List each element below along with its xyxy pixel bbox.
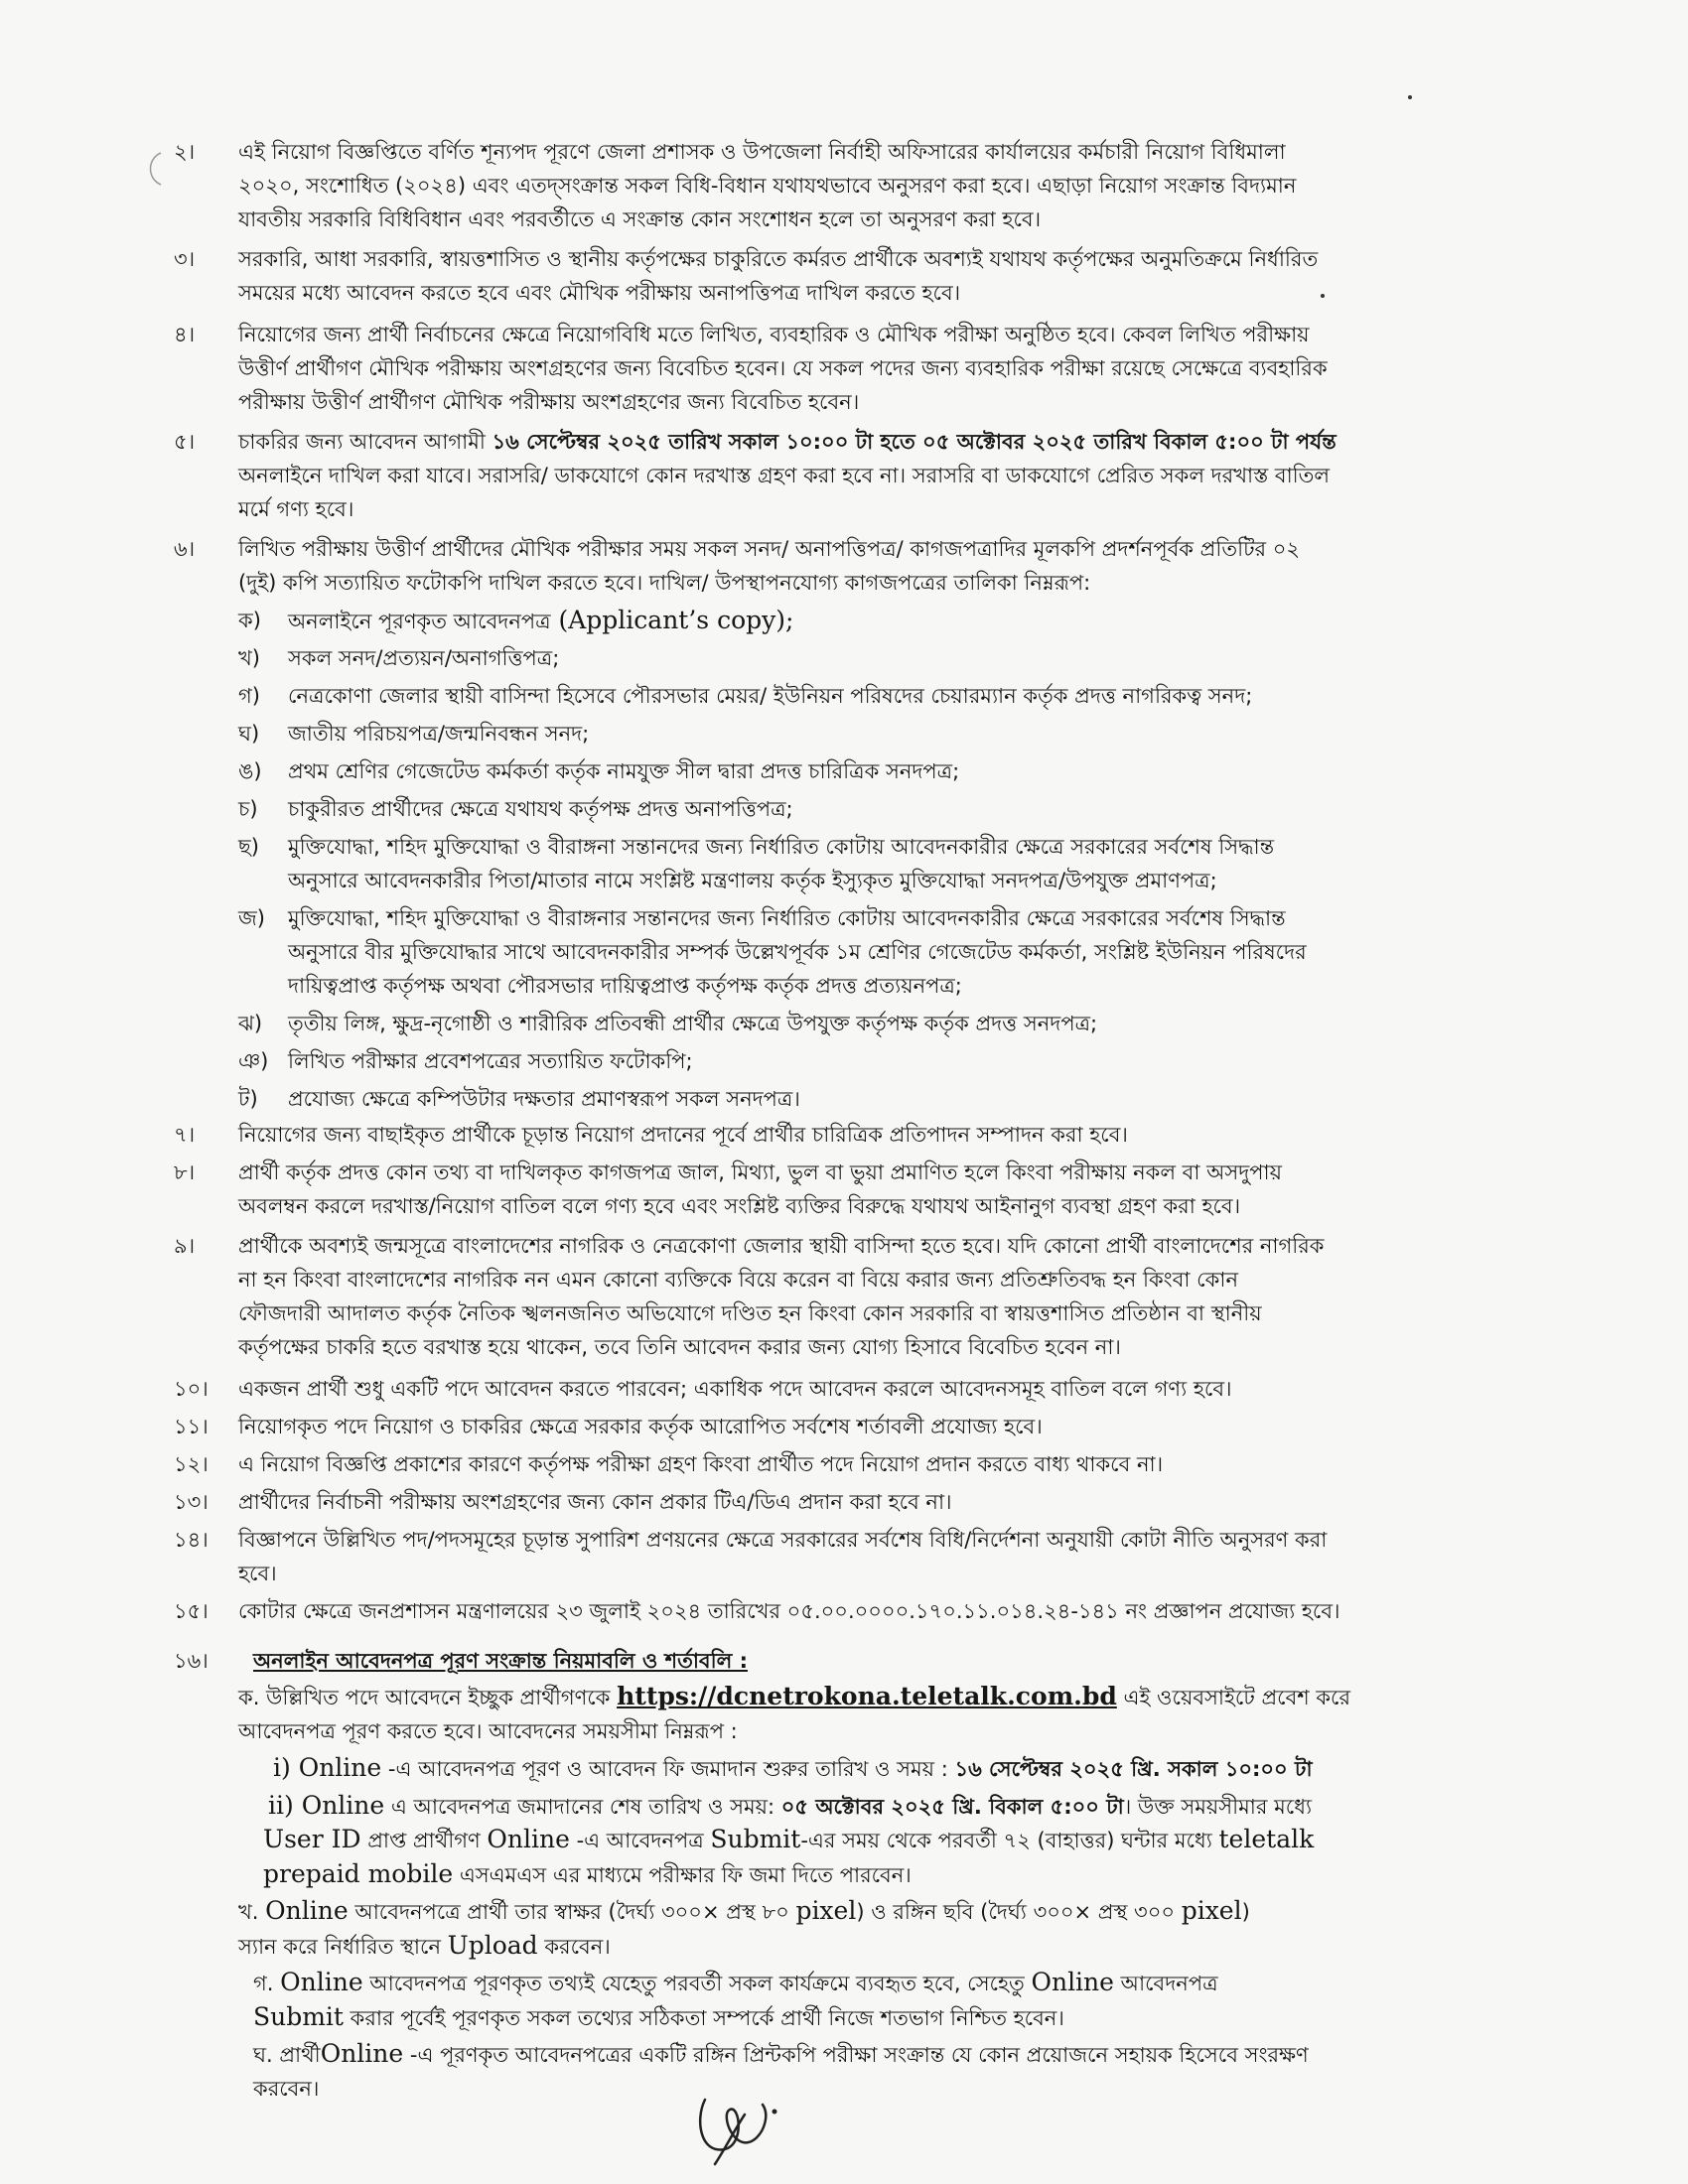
rule-text: গ. <box>253 1972 281 1995</box>
document-text: নেত্রকোণা জেলার স্থায়ী বাসিন্দা হিসেবে পৌরসভার মেয়র/ ইউনিয়ন পরিষদের চেয়ারম্যান কর্তৃক প্রদত্ত নাগরিকত্ব সনদ; <box>288 684 1253 708</box>
document-nya <box>238 1044 1465 1078</box>
rule-text: -এর সময় থেকে পরবর্তী ৭২ (বাহাত্তর) ঘন্টার মধ্যে <box>800 1829 1219 1852</box>
clause-11 <box>174 1410 1465 1443</box>
document-text: প্রথম শ্রেণির গেজেটেড কর্মকর্তা কর্তৃক নামযুক্ত সীল দ্বারা প্রদত্ত চারিত্রিক সনদপত্র; <box>288 759 960 783</box>
signature-mark <box>685 2060 804 2169</box>
document-label: ঞ) <box>238 1049 269 1073</box>
rule-text-line: করবেন। <box>253 2077 320 2101</box>
clause-number: ১১। <box>174 1415 209 1438</box>
clause-text-line: লিখিত পরীক্ষায় উত্তীর্ণ প্রার্থীদের মৌখিক পরীক্ষার সময় সকল সনদ/ অনাপত্তিপত্র/ কাগজপত্রাদির মূলকপি প্রদর্শনপূর্বক প্রতিটির ০২ <box>238 537 1301 561</box>
clause-number: ৭। <box>174 1123 196 1147</box>
rule-text: এই ওয়েবসাইটে প্রবেশ করে <box>1116 1686 1351 1709</box>
online-rule-i <box>273 1751 1465 1786</box>
online-rule-ii-cont <box>263 1823 1465 1892</box>
document-text: অনলাইনে পূরণকৃত আবেদনপত্র <box>288 610 551 633</box>
clause-text-line: সময়ের মধ্যে আবেদন করতে হবে এবং মৌখিক পরীক্ষায় অনাপত্তিপত্র দাখিল করতে হবে। <box>238 281 961 305</box>
clause-text-line: এ নিয়োগ বিজ্ঞপ্তি প্রকাশের কারণে কর্তৃপক্ষ পরীক্ষা গ্রহণ কিংবা প্রার্থীত পদে নিয়োগ প্রদান করতে বাধ্য থাকবে না। <box>238 1452 1164 1476</box>
rule-text: ) <box>1241 1900 1250 1924</box>
submit-word: Submit <box>253 2002 344 2031</box>
online-rule-ii <box>268 1789 1465 1824</box>
clause-text-line: অনলাইনে দাখিল করা যাবে। সরাসরি/ ডাকযোগে কোন দরখাস্ত গ্রহণ করা হবে না। সরাসরি বা ডাকযোগে প্রেরিত সকল দরখাস্ত বাতিল <box>238 464 1331 487</box>
prepaid-mobile-word: prepaid mobile <box>263 1859 454 1888</box>
online-word: Online <box>265 1896 349 1925</box>
clause-text-line: মর্মে গণ্য হবে। <box>238 497 354 521</box>
clause-number: ৩। <box>174 247 196 271</box>
clause-text-line: পরীক্ষায় উত্তীর্ণ প্রার্থীগণ মৌখিক পরীক্ষায় অংশগ্রহণের জন্য বিবেচিত হবেন। <box>238 390 860 414</box>
rule-text: আবেদনপত্র পূরণকৃত তথ্যই যেহেতু পরবর্তী সকল কার্যক্রমে ব্যবহৃত হবে, সেহেতু <box>362 1972 1032 1995</box>
clause-number: ২। <box>174 140 196 164</box>
clause-text-line: কর্তৃপক্ষের চাকরি হতে বরখাস্ত হয়ে থাকেন, তবে তিনি আবেদন করার জন্য যোগ্য হিসাবে বিবেচিত হবেন না। <box>238 1335 1121 1359</box>
clause-3 <box>174 242 1465 310</box>
clause-number: ৫। <box>174 430 196 454</box>
online-rule-ka <box>238 1680 1465 1748</box>
rule-text: আবেদনপত্র <box>1113 1972 1218 1995</box>
clause-9 <box>174 1229 1465 1364</box>
submit-word: Submit <box>710 1825 801 1853</box>
clause-6 <box>174 532 1465 600</box>
clause-number: ৯। <box>174 1234 196 1258</box>
document-ga <box>238 679 1465 713</box>
pixel-word: pixel <box>795 1896 857 1925</box>
document-label: ঙ) <box>238 759 262 783</box>
clause-text: চাকরির জন্য আবেদন আগামী <box>238 430 492 454</box>
online-word: Online <box>301 1791 385 1820</box>
clause-text-line: (দুই) কপি সত্যায়িত ফটোকপি দাখিল করতে হবে। দাখিল/ উপস্থাপনযোগ্য কাগজপত্রের তালিকা নিম্নরূপ: <box>238 571 1091 595</box>
clause-5 <box>174 425 1465 526</box>
clause-number: ১৬। <box>174 1649 209 1673</box>
online-word: Online <box>487 1825 570 1853</box>
online-rule-ga <box>253 1966 1465 2035</box>
rule-text: প্রাপ্ত প্রার্থীগণ <box>360 1829 488 1852</box>
clause-text-line: না হন কিংবা বাংলাদেশের নাগরিক নন এমন কোনো ব্যক্তিকে বিয়ে করেন বা বিয়ে করার জন্য প্রতিশ্রুতিবদ্ধ হন কিংবা কোন <box>238 1268 1238 1292</box>
rule-text: খ. <box>238 1900 266 1924</box>
document-label: ঘ) <box>238 722 260 746</box>
clause-text-line: নিয়োগের জন্য বাছাইকৃত প্রার্থীকে চূড়ান্ত নিয়োগ প্রদানের পূর্বে প্রার্থীর চারিত্রিক প্রতিপাদন সম্পাদন করা হবে। <box>238 1123 1128 1147</box>
rule-text: । উক্ত সময়সীমার মধ্যে <box>1123 1795 1313 1819</box>
document-label: ছ) <box>238 835 259 859</box>
scan-dot <box>1321 294 1325 298</box>
document-gha <box>238 717 1465 751</box>
document-ja <box>238 901 1465 1003</box>
document-uma <box>238 754 1465 788</box>
document-label: গ) <box>238 684 260 708</box>
clause-text-line: হবে। <box>238 1562 277 1585</box>
document-text: লিখিত পরীক্ষার প্রবেশপত্রের সত্যায়িত ফটোকপি; <box>288 1049 693 1073</box>
rule-text: করবেন। <box>537 1935 611 1959</box>
document-text-line: অনুসারে বীর মুক্তিযোদ্ধার সাথে আবেদনকারীর সম্পর্ক উল্লেখপূর্বক ১ম শ্রেণির গেজেটেড কর্মকর্তা, সংশ্লিষ্ট ইউনিয়ন পরিষদের <box>288 940 1307 964</box>
document-cha <box>238 830 1465 897</box>
rule-text: ) ও রঙ্গিন ছবি (দৈর্ঘ্য ৩০০× প্রস্থ ৩০০ <box>856 1900 1182 1924</box>
clause-number: ১৫। <box>174 1599 209 1623</box>
rule-text: এসএমএস এর মাধ্যমে পরীক্ষার ফি জমা দিতে পারবেন। <box>453 1863 912 1887</box>
document-label: চ) <box>238 797 258 821</box>
document-label: ক) <box>238 609 261 632</box>
clause-8 <box>174 1156 1465 1223</box>
document-label: ঝ) <box>238 1012 263 1035</box>
clause-12 <box>174 1447 1465 1481</box>
user-id-word: User ID <box>263 1825 361 1853</box>
roman-numeral: i) <box>273 1753 299 1782</box>
document-text-line: অনুসারে আবেদনকারীর পিতা/মাতার নামে সংশ্লিষ্ট মন্ত্রণালয় কর্তৃক ইস্যুকৃত মুক্তিযোদ্ধা সনদপত্র/উপযুক্ত প্রমাণপত্র; <box>288 869 1217 892</box>
document-text: প্রযোজ্য ক্ষেত্রে কম্পিউটার দক্ষতার প্রমাণস্বরূপ সকল সনদপত্র। <box>288 1087 800 1111</box>
application-period: ১৬ সেপ্টেম্বর ২০২৫ তারিখ সকাল ১০:০০ টা হতে ০৫ অক্টোবর ২০২৫ তারিখ বিকাল ৫:০০ টা পর্যন্ত <box>492 430 1336 454</box>
rule-text: ঘ. প্রার্থী <box>253 2043 321 2067</box>
document-text-line: মুক্তিযোদ্ধা, শহিদ মুক্তিযোদ্ধা ও বীরাঙ্গনা সন্তানদের জন্য নির্ধারিত কোটায় আবেদনকারীর ক্ষেত্রে সরকারের সর্বশেষ সিদ্ধান্ত <box>288 835 1275 859</box>
applicant-copy: (Applicant’s copy); <box>550 606 794 634</box>
document-ca <box>238 792 1465 826</box>
rule-text: -এ পূরণকৃত আবেদনপত্রের একটি রঙ্গিন প্রিন্টকপি পরীক্ষা সংক্রান্ত যে কোন প্রয়োজনে সহায়ক হিসেবে সংরক্ষণ <box>403 2043 1309 2067</box>
clause-number: ১২। <box>174 1452 209 1476</box>
online-rule-kha <box>238 1894 1465 1964</box>
clause-number: ৬। <box>174 537 196 561</box>
clause-14 <box>174 1523 1465 1590</box>
clause-4 <box>174 318 1465 419</box>
teletalk-word: teletalk <box>1218 1825 1315 1853</box>
document-text: জাতীয় পরিচয়পত্র/জন্মনিবন্ধন সনদ; <box>288 722 590 746</box>
rule-text: এ আবেদনপত্র জমাদানের শেষ তারিখ ও সময়: <box>384 1795 781 1819</box>
clause-number: ১৪। <box>174 1528 209 1552</box>
start-date-time: ১৬ সেপ্টেম্বর ২০২৫ খ্রি. সকাল ১০:০০ টা <box>954 1757 1313 1781</box>
clause-15 <box>174 1594 1465 1628</box>
document-label: ট) <box>238 1087 258 1111</box>
clause-text-line: নিয়োগের জন্য প্রার্থী নির্বাচনের ক্ষেত্রে নিয়োগবিধি মতে লিখিত, ব্যবহারিক ও মৌখিক পরীক্ষা অনুষ্ঠিত হবে। কেবল লিখিত পরীক্ষায় <box>238 323 1310 346</box>
clause-number: ৪। <box>174 323 196 346</box>
clause-2 <box>174 135 1465 236</box>
document-text-line: মুক্তিযোদ্ধা, শহিদ মুক্তিযোদ্ধা ও বীরাঙ্গনার সন্তানদের জন্য নির্ধারিত কোটায় আবেদনকারীর ক্ষেত্রে সরকারের সর্বশেষ সিদ্ধান্ত <box>288 906 1286 930</box>
document-label: জ) <box>238 906 265 930</box>
online-rules-heading: অনলাইন আবেদনপত্র পূরণ সংক্রান্ত নিয়মাবলি ও শর্তাবলি : <box>253 1649 748 1673</box>
rule-text: ক. উল্লিখিত পদে আবেদনে ইচ্ছুক প্রার্থীগণকে <box>238 1686 618 1709</box>
clause-13 <box>174 1485 1465 1519</box>
clause-text-line: প্রার্থীদের নির্বাচনী পরীক্ষায় অংশগ্রহণের জন্য কোন প্রকার টিএ/ডিএ প্রদান করা হবে না। <box>238 1490 952 1514</box>
clause-text-line: উত্তীর্ণ প্রার্থীগণ মৌখিক পরীক্ষায় অংশগ্রহণের জন্য বিবেচিত হবেন। যে সকল পদের জন্য ব্যবহারিক পরীক্ষা রয়েছে সেক্ষেত্রে ব্যবহারিক <box>238 356 1328 380</box>
clause-7 <box>174 1118 1465 1152</box>
scan-artifact-mark <box>139 149 169 189</box>
application-website-link[interactable]: https://dcnetrokona.teletalk.com.bd <box>617 1682 1117 1710</box>
online-word: Online <box>320 2039 404 2068</box>
rule-text: করার পূর্বেই পূরণকৃত সকল তথ্যের সঠিকতা সম্পর্কে প্রার্থী নিজে শতভাগ নিশ্চিত হবেন। <box>343 2006 1064 2030</box>
document-ta <box>238 1082 1465 1116</box>
clause-text-line: ফৌজদারী আদালত কর্তৃক নৈতিক স্খলনজনিত অভিযোগে দণ্ডিত হন কিংবা কোন সরকারি বা স্বায়ত্তশাসিত প্রতিষ্ঠান বা স্থানীয় <box>238 1301 1262 1325</box>
document-kha <box>238 641 1465 675</box>
clause-number: ১৩। <box>174 1490 209 1514</box>
roman-numeral: ii) <box>268 1791 302 1820</box>
pixel-word: pixel <box>1181 1896 1242 1925</box>
rule-text: -এ আবেদনপত্র পূরণ ও আবেদন ফি জমাদান শুরুর তারিখ ও সময় : <box>381 1757 955 1781</box>
upload-word: Upload <box>447 1931 538 1960</box>
clause-text-line: এই নিয়োগ বিজ্ঞপ্তিতে বর্ণিত শূন্যপদ পূরণে জেলা প্রশাসক ও উপজেলা নির্বাহী অফিসারের কার্যালয়ের কর্মচারী নিয়োগ বিধিমালা <box>238 140 1286 164</box>
online-word: Online <box>298 1753 382 1782</box>
clause-text-line: অবলম্বন করলে দরখাস্ত/নিয়োগ বাতিল বলে গণ্য হবে এবং সংশ্লিষ্ট ব্যক্তির বিরুদ্ধে যথাযথ আইনানুগ ব্যবস্থা গ্রহণ করা হবে। <box>238 1194 1241 1218</box>
clause-text-line: প্রার্থীকে অবশ্যই জন্মসূত্রে বাংলাদেশের নাগরিক ও নেত্রকোণা জেলার স্থায়ী বাসিন্দা হতে হবে। যদি কোনো প্রার্থী বাংলাদেশের নাগরিক <box>238 1234 1325 1258</box>
clause-number: ৮। <box>174 1160 196 1184</box>
clause-text-line: যাবতীয় সরকারি বিধিবিধান এবং পরবর্তীতে এ সংক্রান্ত কোন সংশোধন হলে তা অনুসরণ করা হবে। <box>238 207 1042 231</box>
clause-text-line: একজন প্রার্থী শুধু একটি পদে আবেদন করতে পারবেন; একাধিক পদে আবেদন করলে আবেদনসমূহ বাতিল বলে গণ্য হবে। <box>238 1377 1232 1401</box>
document-text: চাকুরীরত প্রার্থীদের ক্ষেত্রে যথাযথ কর্তৃপক্ষ প্রদত্ত অনাপত্তিপত্র; <box>288 797 793 821</box>
clause-text-line: কোটার ক্ষেত্রে জনপ্রশাসন মন্ত্রণালয়ের ২৩ জুলাই ২০২৪ তারিখের ০৫.০০.০০০০.১৭০.১১.০১৪.২৪-১৪১ নং প্রজ্ঞাপন প্রযোজ্য হবে। <box>238 1599 1340 1623</box>
online-word: Online <box>280 1968 363 1996</box>
online-rule-gha <box>253 2037 1465 2106</box>
clause-number: ১০। <box>174 1377 209 1401</box>
clause-text-line: প্রার্থী কর্তৃক প্রদত্ত কোন তথ্য বা দাখিলকৃত কাগজপত্র জাল, মিথ্যা, ভুল বা ভুয়া প্রমাণিত হলে কিংবা পরীক্ষায় নকল বা অসদুপায় <box>238 1160 1282 1184</box>
clause-text-line: সরকারি, আধা সরকারি, স্বায়ত্তশাসিত ও স্থানীয় কর্তৃপক্ষের চাকুরিতে কর্মরত প্রার্থীকে অবশ্যই যথাযথ কর্তৃপক্ষের অনুমতিক্রমে নির্ধারিত <box>238 247 1319 271</box>
rule-text-line: আবেদনপত্র পূরণ করতে হবে। আবেদনের সময়সীমা নিম্নরূপ : <box>238 1719 738 1743</box>
document-jha <box>238 1007 1465 1040</box>
scan-dot <box>1408 95 1412 99</box>
clause-text-line: বিজ্ঞাপনে উল্লিখিত পদ/পদসমূহের চূড়ান্ত সুপারিশ প্রণয়নের ক্ষেত্রে সরকারের সর্বশেষ বিধি/নির্দেশনা অনুযায়ী কোটা নীতি অনুসরণ করা <box>238 1528 1328 1552</box>
rule-text: -এ আবেদনপত্র <box>569 1829 711 1852</box>
document-text-line: দায়িত্বপ্রাপ্ত কর্তৃপক্ষ অথবা পৌরসভার দায়িত্বপ্রাপ্ত কর্তৃপক্ষ কর্তৃক প্রদত্ত প্রত্যয়নপত্র; <box>288 974 962 998</box>
rule-text: আবেদনপত্রে প্রার্থী তার স্বাক্ষর (দৈর্ঘ্য ৩০০× প্রস্থ ৮০ <box>348 1900 796 1924</box>
clause-16 <box>174 1644 1465 1678</box>
document-text: সকল সনদ/প্রত্যয়ন/অনাগত্তিপত্র; <box>288 646 560 670</box>
document-label: খ) <box>238 646 260 670</box>
end-date-time: ০৫ অক্টোবর ২০২৫ খ্রি. বিকাল ৫:০০ টা <box>780 1795 1124 1819</box>
clause-text-line: নিয়োগকৃত পদে নিয়োগ ও চাকরির ক্ষেত্রে সরকার কর্তৃক আরোপিত সর্বশেষ শর্তাবলী প্রযোজ্য হবে। <box>238 1415 1043 1438</box>
online-word: Online <box>1031 1968 1114 1996</box>
document-text: তৃতীয় লিঙ্গ, ক্ষুদ্র-নৃগোষ্ঠী ও শারীরিক প্রতিবন্ধী প্রার্থীর ক্ষেত্রে উপযুক্ত কর্তৃপক্ষ কর্তৃক প্রদত্ত সনদপত্র; <box>288 1012 1098 1035</box>
rule-text: স্যান করে নির্ধারিত স্থানে <box>238 1935 448 1959</box>
document-ka <box>238 604 1465 638</box>
clause-10 <box>174 1372 1465 1406</box>
clause-text-line: ২০২০, সংশোধিত (২০২৪) এবং এতদ্সংক্রান্ত সকল বিধি-বিধান যথাযথভাবে অনুসরণ করা হবে। এছাড়া নিয়োগ সংক্রান্ত বিদ্যমান <box>238 174 1297 198</box>
